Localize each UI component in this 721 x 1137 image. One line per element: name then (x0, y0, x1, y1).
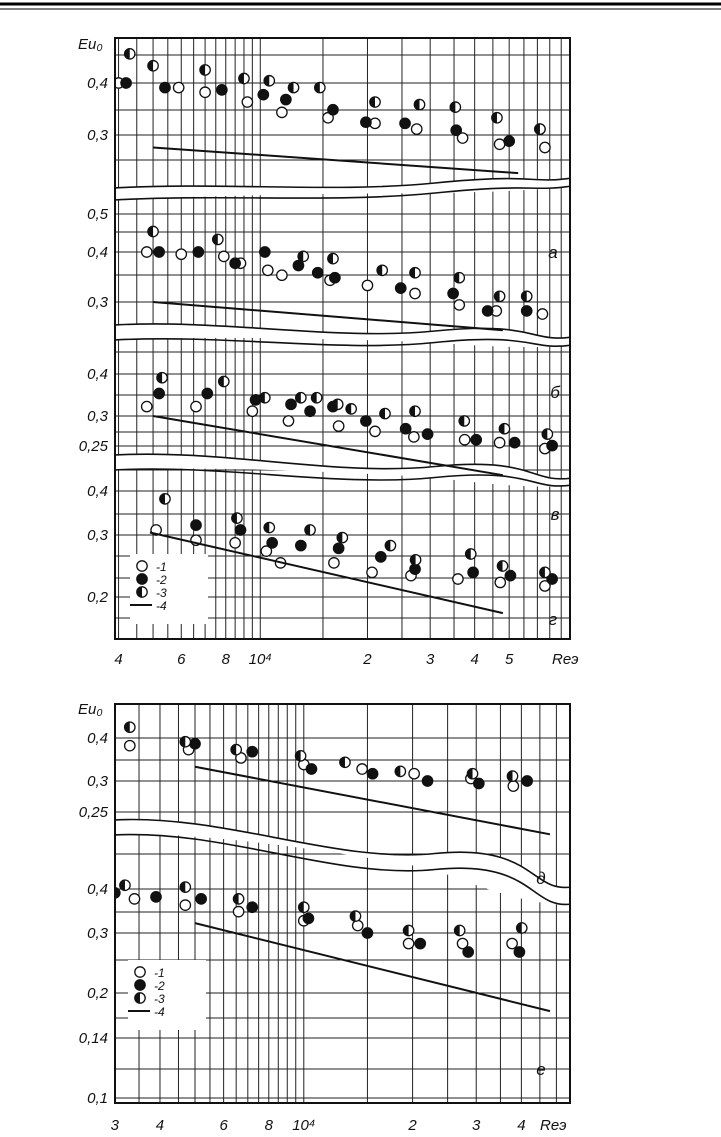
y-tick-label: 0,4 (87, 75, 108, 92)
filled-circle-point (247, 902, 257, 912)
x-tick-label: 4 (517, 1117, 526, 1134)
half-circle-point (160, 494, 170, 504)
bottom-y-tick-labels (79, 730, 109, 1107)
half-circle-point (350, 911, 360, 921)
half-circle-point (337, 532, 347, 542)
filled-circle-point (361, 416, 371, 426)
x-tick-label: 3 (110, 1117, 120, 1134)
half-circle-point (410, 555, 420, 565)
filled-circle-point (190, 739, 200, 749)
open-circle-point (454, 300, 464, 310)
x-tick-label: 6 (219, 1117, 228, 1134)
filled-circle-point (522, 306, 532, 316)
filled-circle-point (306, 764, 316, 774)
open-circle-point (333, 421, 343, 431)
half-circle-point (540, 567, 550, 577)
half-circle-point (305, 525, 315, 535)
panel-separator-band (113, 819, 572, 904)
half-circle-point (410, 406, 420, 416)
open-circle-point (412, 124, 422, 134)
filled-circle-point (505, 570, 515, 580)
half-circle-point (377, 265, 387, 275)
filled-circle-point (333, 543, 343, 553)
half-circle-point (535, 124, 545, 134)
open-circle-point (453, 574, 463, 584)
open-circle-point (409, 769, 419, 779)
filled-circle-point (330, 273, 340, 283)
filled-circle-point (296, 540, 306, 550)
filled-circle-point (328, 105, 338, 115)
filled-circle-point (509, 437, 519, 447)
half-circle-point (522, 291, 532, 301)
x-tick-label: 4 (114, 651, 123, 668)
open-circle-point (537, 309, 547, 319)
x-tick-label: 2 (408, 1117, 417, 1134)
filled-circle-point (313, 268, 323, 278)
filled-circle-point (482, 306, 492, 316)
half-circle-point (507, 771, 517, 781)
open-circle-point (329, 558, 339, 568)
legend-filled-circle-swatch (137, 574, 147, 584)
half-circle-point (370, 97, 380, 107)
y-tick-label: 0,1 (87, 1090, 108, 1107)
filled-circle-point (121, 78, 131, 88)
filled-circle-point (154, 247, 164, 257)
half-circle-point (120, 880, 130, 890)
filled-circle-point (247, 746, 257, 756)
half-circle-point (499, 424, 509, 434)
x-tick-label: 8 (221, 651, 230, 668)
x-tick-label: 3 (426, 651, 435, 668)
half-circle-point (315, 82, 325, 92)
half-circle-point (296, 393, 306, 403)
half-circle-point (125, 49, 135, 59)
half-circle-point (148, 61, 158, 71)
filled-circle-point (235, 525, 245, 535)
panel-letter: а (548, 243, 558, 262)
y-tick-label: 0,5 (87, 206, 108, 223)
legend-half-circle-swatch (135, 993, 145, 1003)
open-circle-point (494, 139, 504, 149)
half-circle-point (180, 882, 190, 892)
filled-circle-point (396, 283, 406, 293)
filled-circle-point (362, 928, 372, 938)
half-circle-point (459, 416, 469, 426)
filled-circle-point (504, 136, 514, 146)
x-tick-label: 10⁴ (248, 651, 272, 668)
panel-separator-band (113, 324, 572, 347)
open-circle-point (173, 82, 183, 92)
filled-circle-point (474, 778, 484, 788)
y-tick-label: 0,2 (87, 985, 108, 1002)
half-circle-point (180, 737, 190, 747)
y-tick-label: 0,4 (87, 244, 108, 261)
half-circle-point (395, 766, 405, 776)
legend-filled-circle-swatch (135, 980, 145, 990)
legend-label: -2 (156, 573, 167, 587)
half-circle-point (414, 99, 424, 109)
half-circle-point (311, 393, 321, 403)
y-tick-label: 0,4 (87, 730, 108, 747)
y-tick-label: 0,3 (87, 127, 108, 144)
bottom-chart-panel-separators (113, 819, 572, 904)
panel-letter: б (550, 383, 560, 402)
y-tick-label: 0,3 (87, 925, 108, 942)
half-circle-point (239, 73, 249, 83)
legend-label: -4 (156, 599, 167, 613)
open-circle-point (494, 437, 504, 447)
bottom-legend (128, 960, 206, 1030)
open-circle-point (200, 87, 210, 97)
half-circle-point (157, 372, 167, 382)
half-circle-point (542, 429, 552, 439)
x-tick-label: 4 (470, 651, 479, 668)
open-circle-point (263, 265, 273, 275)
top-y-tick-labels (79, 75, 109, 606)
open-circle-point (176, 249, 186, 259)
half-circle-point (299, 902, 309, 912)
open-circle-point (495, 577, 505, 587)
open-circle-point (410, 288, 420, 298)
half-circle-point (288, 82, 298, 92)
legend-label: -3 (156, 586, 167, 600)
bottom-x-axis-label: Reэ (540, 1117, 567, 1134)
filled-circle-point (286, 399, 296, 409)
half-circle-point (380, 408, 390, 418)
open-circle-point (370, 426, 380, 436)
half-circle-point (213, 234, 223, 244)
y-tick-label: 0,3 (87, 294, 108, 311)
filled-circle-point (193, 247, 203, 257)
legend-label: -1 (156, 560, 167, 574)
half-circle-point (385, 540, 395, 550)
half-circle-point (148, 226, 158, 236)
half-circle-point (454, 925, 464, 935)
open-circle-point (233, 906, 243, 916)
half-circle-point (403, 925, 413, 935)
half-circle-point (264, 76, 274, 86)
filled-circle-point (154, 388, 164, 398)
filled-circle-point (196, 894, 206, 904)
y-tick-label: 0,3 (87, 527, 108, 544)
filled-circle-point (376, 552, 386, 562)
open-circle-point (191, 401, 201, 411)
half-circle-point (466, 549, 476, 559)
filled-circle-point (422, 776, 432, 786)
top-chart (78, 36, 579, 668)
y-tick-label: 0,2 (87, 589, 108, 606)
open-circle-point (367, 567, 377, 577)
legend-label: -4 (154, 1005, 165, 1019)
half-circle-point (467, 769, 477, 779)
half-circle-point (450, 102, 460, 112)
legend-open-circle-swatch (135, 967, 145, 977)
filled-circle-point (471, 435, 481, 445)
open-circle-point (277, 107, 287, 117)
top-x-tick-labels (114, 651, 514, 668)
filled-circle-point (361, 117, 371, 127)
filled-circle-point (415, 938, 425, 948)
open-circle-point (247, 406, 257, 416)
half-circle-point (125, 722, 135, 732)
top-y-axis-label: Eu₀ (78, 36, 103, 53)
x-tick-label: 3 (472, 1117, 481, 1134)
half-circle-point (260, 393, 270, 403)
filled-circle-point (451, 125, 461, 135)
y-tick-label: 0,3 (87, 773, 108, 790)
filled-circle-point (260, 247, 270, 257)
open-circle-point (357, 764, 367, 774)
filled-circle-point (267, 538, 277, 548)
half-circle-point (517, 923, 527, 933)
filled-circle-point (191, 520, 201, 530)
open-circle-point (507, 938, 517, 948)
half-circle-point (328, 253, 338, 263)
bottom-y-axis-label: Eu₀ (78, 701, 103, 718)
half-circle-point (232, 513, 242, 523)
top-legend (130, 554, 208, 624)
legend-open-circle-swatch (137, 561, 147, 571)
half-circle-point (264, 522, 274, 532)
open-circle-point (142, 401, 152, 411)
open-circle-point (403, 938, 413, 948)
open-circle-point (409, 432, 419, 442)
filled-circle-point (305, 406, 315, 416)
filled-circle-point (151, 892, 161, 902)
half-circle-point (231, 744, 241, 754)
filled-circle-point (400, 424, 410, 434)
open-circle-point (242, 97, 252, 107)
half-circle-point (497, 561, 507, 571)
open-circle-point (277, 270, 287, 280)
half-circle-point (200, 65, 210, 75)
filled-circle-point (522, 776, 532, 786)
half-circle-point (233, 894, 243, 904)
bottom-chart (78, 701, 572, 1134)
open-circle-point (459, 435, 469, 445)
y-tick-label: 0,4 (87, 881, 108, 898)
y-tick-label: 0,4 (87, 366, 108, 383)
open-circle-point (142, 247, 152, 257)
legend-label: -1 (154, 966, 165, 980)
filled-circle-point (463, 947, 473, 957)
filled-circle-point (514, 947, 524, 957)
x-tick-label: 4 (155, 1117, 165, 1134)
open-circle-point (230, 538, 240, 548)
half-circle-point (298, 251, 308, 261)
y-tick-label: 0,14 (78, 1030, 108, 1047)
filled-circle-point (547, 440, 557, 450)
filled-circle-point (303, 913, 313, 923)
filled-circle-point (281, 94, 291, 104)
x-tick-label: 2 (363, 651, 372, 668)
legend-half-circle-swatch (137, 587, 147, 597)
open-circle-point (353, 920, 363, 930)
filled-circle-point (468, 567, 478, 577)
open-circle-point (219, 251, 229, 261)
half-circle-point (295, 751, 305, 761)
filled-circle-point (400, 118, 410, 128)
bottom-x-tick-labels (111, 1117, 526, 1134)
panel-letter: д (536, 869, 546, 888)
filled-circle-point (160, 82, 170, 92)
half-circle-point (454, 273, 464, 283)
open-circle-point (180, 900, 190, 910)
open-circle-point (540, 142, 550, 152)
x-tick-label: 8 (264, 1117, 273, 1134)
x-tick-label: 6 (177, 651, 186, 668)
y-tick-label: 0,4 (87, 483, 108, 500)
half-circle-point (340, 757, 350, 767)
y-tick-label: 0,25 (78, 438, 108, 455)
open-circle-point (125, 740, 135, 750)
half-circle-point (333, 399, 343, 409)
filled-circle-point (367, 769, 377, 779)
filled-circle-point (230, 258, 240, 268)
half-circle-point (219, 376, 229, 386)
panel-letter: г (548, 610, 558, 629)
x-tick-label: 10⁴ (292, 1117, 316, 1134)
filled-circle-point (258, 89, 268, 99)
filled-circle-point (202, 388, 212, 398)
open-circle-point (508, 781, 518, 791)
y-tick-label: 0,3 (87, 408, 108, 425)
legend-label: -2 (154, 979, 165, 993)
filled-circle-point (422, 429, 432, 439)
x-tick-label: 5 (505, 651, 514, 668)
open-circle-point (362, 280, 372, 290)
filled-circle-point (448, 288, 458, 298)
half-circle-point (410, 268, 420, 278)
filled-circle-point (217, 85, 227, 95)
panel-letter: в (550, 505, 560, 524)
half-circle-point (494, 291, 504, 301)
top-x-axis-label: Reэ (552, 651, 579, 668)
panel-letter: е (536, 1060, 546, 1079)
y-tick-label: 0,25 (78, 804, 108, 821)
half-circle-point (492, 113, 502, 123)
open-circle-point (129, 894, 139, 904)
open-circle-point (283, 416, 293, 426)
half-circle-point (346, 404, 356, 414)
legend-label: -3 (154, 992, 165, 1006)
